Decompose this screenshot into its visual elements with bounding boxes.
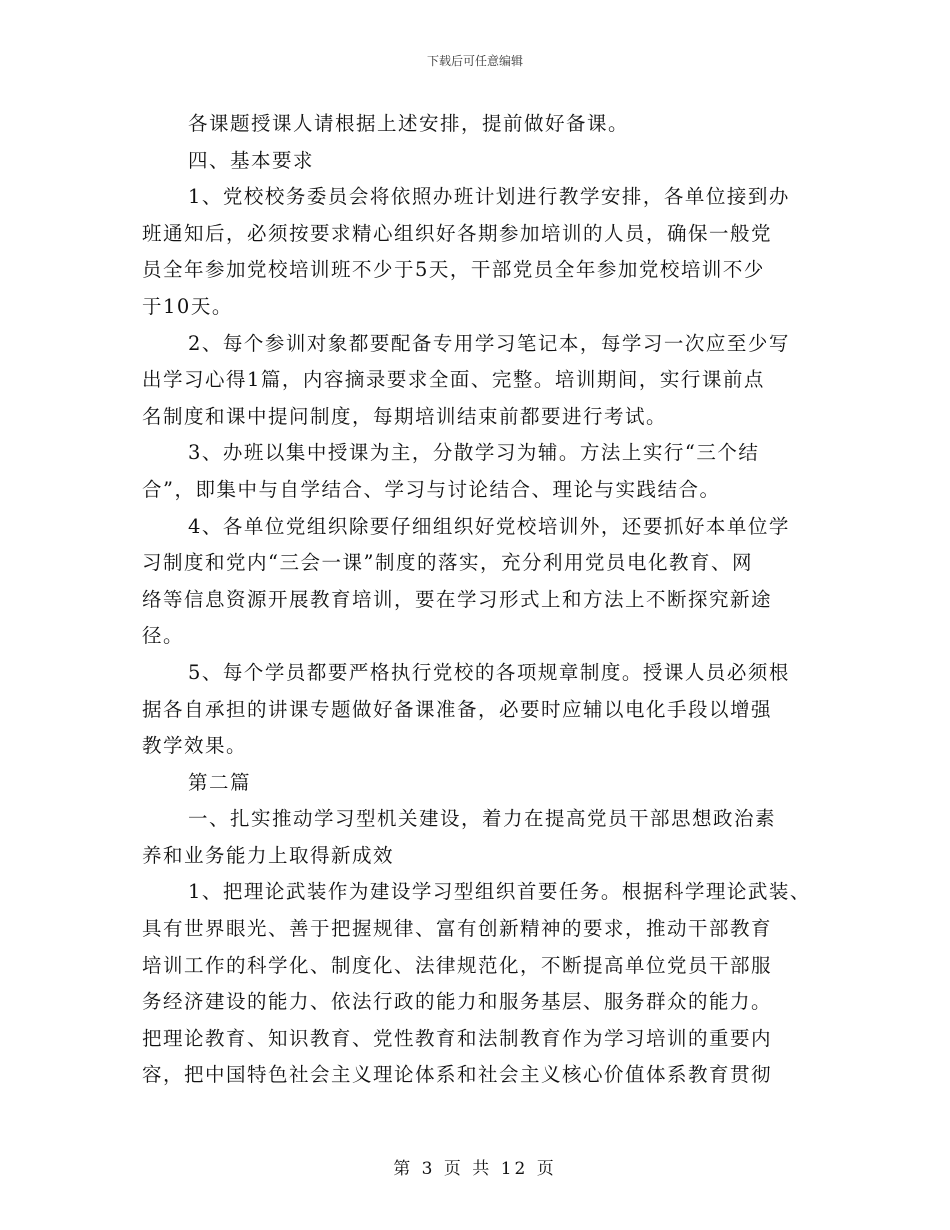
text-line: 名制度和课中提问制度，每期培训结束前都要进行考试。 <box>142 404 668 428</box>
text-line: 容，把中国特色社会主义理论体系和社会主义核心价值体系教育贯彻 <box>142 1063 773 1087</box>
text-line: 出学习心得1篇，内容摘录要求全面、完整。培训期间，实行课前点 <box>142 368 765 392</box>
document-body <box>142 106 832 1094</box>
text-line: 培训工作的科学化、制度化、法律规范化，不断提高单位党员干部服 <box>142 953 773 977</box>
text-line: 各课题授课人请根据上述安排，提前做好备课。 <box>188 112 630 135</box>
text-line: 把理论教育、知识教育、党性教育和法制教育作为学习培训的重要内 <box>142 1026 773 1050</box>
text-line: 务经济建设的能力、依法行政的能力和服务基层、服务群众的能力。 <box>142 990 773 1014</box>
text-line: 合”，即集中与自学结合、学习与讨论结合、理论与实践结合。 <box>142 477 721 501</box>
text-line: 养和业务能力上取得新成效 <box>142 843 395 867</box>
text-line: 1、把理论武装作为建设学习型组织首要任务。根据科学理论武装、 <box>188 880 811 904</box>
text-line: 据各自承担的讲课专题做好备课准备，必要时应辅以电化手段以增强 <box>142 697 773 721</box>
text-line: 3、办班以集中授课为主，分散学习为辅。方法上实行“三个结 <box>188 441 760 465</box>
page-number-footer: 第 3 页 共 12 页 <box>393 1159 557 1179</box>
text-line: 5、每个学员都要严格执行党校的各项规章制度。授课人员必须根 <box>188 660 790 684</box>
text-line: 具有世界眼光、善于把握规律、富有创新精神的要求，推动干部教育 <box>142 917 773 941</box>
text-line: 四、基本要求 <box>188 148 315 172</box>
text-line: 第二篇 <box>188 770 252 794</box>
text-line: 1、党校校务委员会将依照办班计划进行教学安排，各单位接到办 <box>188 185 790 209</box>
text-line: 径。 <box>142 624 185 648</box>
text-line: 员全年参加党校培训班不少于5天，干部党员全年参加党校培训不少 <box>142 258 765 282</box>
text-line: 班通知后，必须按要求精心组织好各期参加培训的人员，确保一般党 <box>142 221 773 245</box>
text-line: 教学效果。 <box>142 734 248 758</box>
text-line: 一、扎实推动学习型机关建设，着力在提高党员干部思想政治素 <box>188 807 777 831</box>
page-header: 下载后可任意编辑 <box>426 54 523 68</box>
text-line: 络等信息资源开展教育培训，要在学习形式上和方法上不断探究新途 <box>142 587 773 611</box>
text-line: 2、每个参训对象都要配备专用学习笔记本，每学习一次应至少写 <box>188 331 790 355</box>
text-line: 于10天。 <box>142 294 233 318</box>
text-line: 4、各单位党组织除要仔细组织好党校培训外，还要抓好本单位学 <box>188 514 790 538</box>
text-line: 习制度和党内“三会一课”制度的落实，充分利用党员电化教育、网 <box>142 551 753 575</box>
